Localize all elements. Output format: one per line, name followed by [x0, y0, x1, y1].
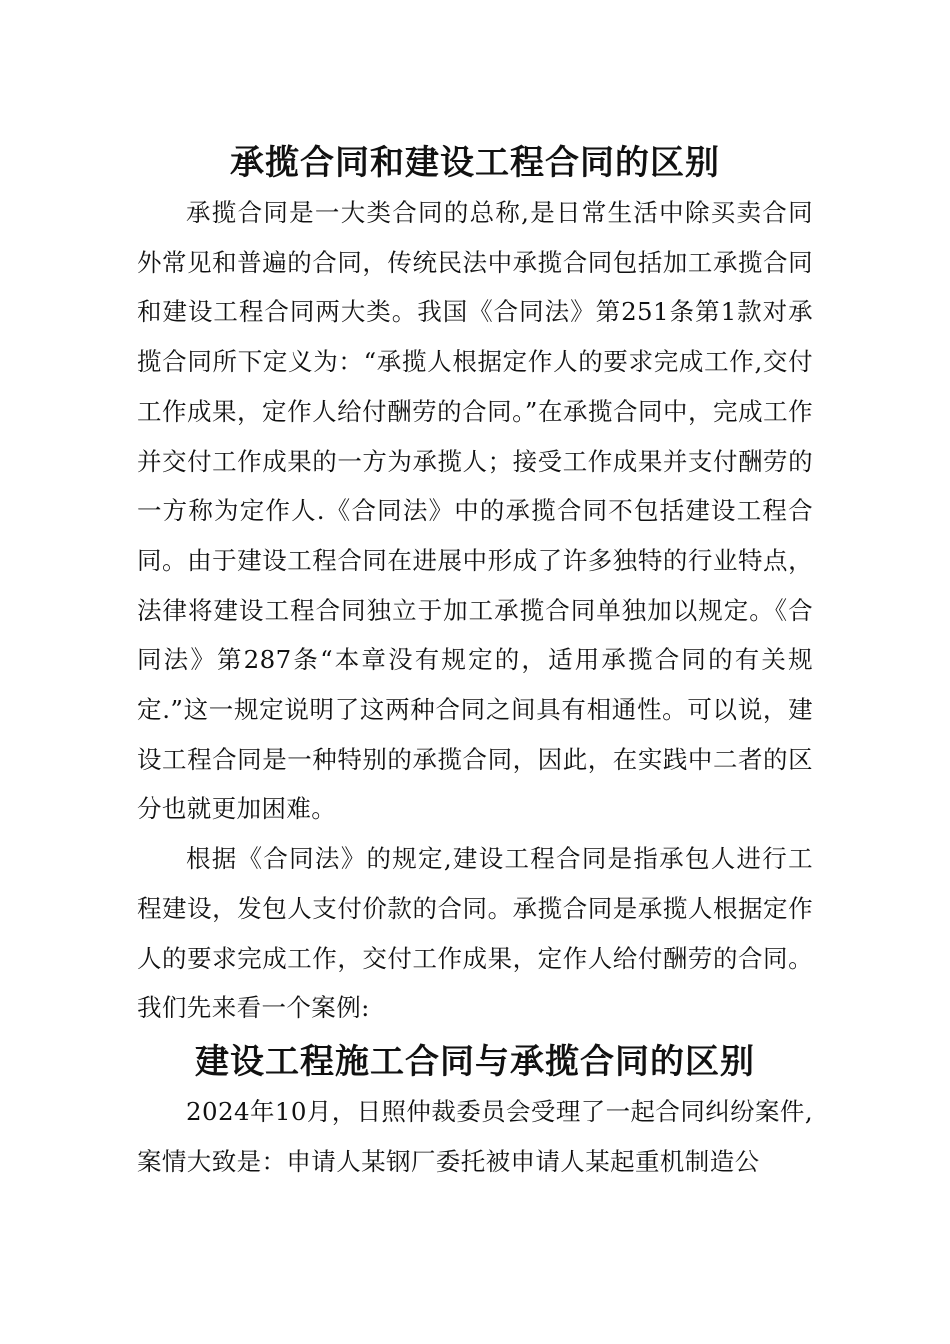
document-page [137, 138, 813, 1186]
section-title: 建设工程施工合同与承揽合同的区别 [195, 1041, 755, 1082]
document-title: 承揽合同和建设工程合同的区别 [230, 143, 720, 183]
body-paragraph: 承揽合同是一大类合同的总称,是日常生活中除买卖合同外常见和普遍的合同，传统民法中承揽合同包括加工承揽合同和建设工程合同两大类。我国《合同法》第251条第1款对承揽合同所下定义为：“承揽人根据定作人的要求完成工作,交付工作成果，定作人给付酬劳的合同。”在承揽合同中，完成工作并交付工作成果的一方为承揽人；接受工作成果并支付酬劳的一方称为定作人.《合同法》中的承揽合同不包括建设工程合同。由于建设工程合同在进展中形成了许多独特的行业特点，法律将建设工程合同独立于加工承揽合同单独加以规定。《合同法》第287条“本章没有规定的，适用承揽合同的有关规定.”这一规定说明了这两种合同之间具有相通性。可以说，建设工程合同是一种特别的承揽合同，因此，在实践中二者的区分也就更加困难。 [137, 198, 813, 824]
section-paragraph: 2024年10月，日照仲裁委员会受理了一起合同纠纷案件,案情大致是：申请人某钢厂委托被申请人某起重机制造公 [137, 1096, 814, 1176]
body-paragraph: 根据《合同法》的规定,建设工程合同是指承包人进行工程建设，发包人支付价款的合同。承揽合同是承揽人根据定作人的要求完成工作，交付工作成果，定作人给付酬劳的合同。我们先来看一个案例: [137, 844, 813, 1023]
